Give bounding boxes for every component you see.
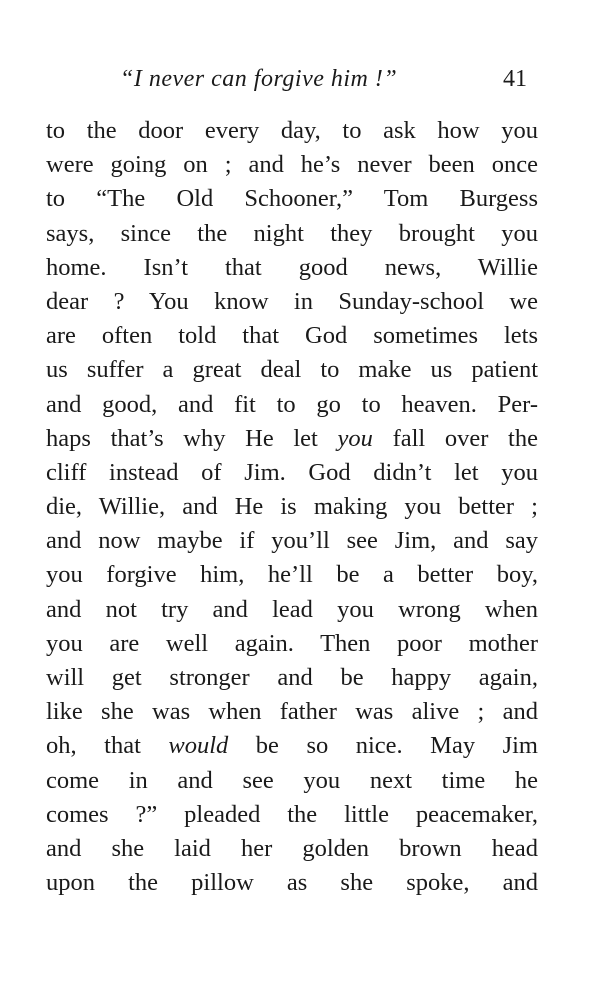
text-segment: are often told that God sometimes lets bbox=[46, 322, 538, 350]
text-segment: like she was when father was alive ; and bbox=[46, 698, 538, 726]
text-segment: fall over the bbox=[372, 424, 538, 452]
text-line bbox=[46, 798, 538, 832]
text-line bbox=[46, 832, 538, 866]
text-segment: were going on ; and he’s never been once bbox=[46, 151, 538, 179]
text-line bbox=[46, 285, 538, 319]
text-segment: haps that’s why He let bbox=[46, 424, 338, 452]
body-text bbox=[46, 114, 538, 900]
text-line bbox=[46, 627, 538, 661]
text-segment: and she laid her golden brown head bbox=[46, 834, 538, 862]
text-line bbox=[46, 558, 538, 592]
text-line bbox=[46, 729, 538, 763]
text-segment: will get stronger and be happy again, bbox=[46, 664, 538, 691]
text-line bbox=[46, 456, 538, 490]
text-segment: you are well again. Then poor mother bbox=[46, 629, 538, 657]
italic-text: would bbox=[168, 732, 229, 760]
running-title: “I never can forgive him !” bbox=[120, 66, 398, 92]
text-segment: us suffer a great deal to make us patient bbox=[46, 356, 538, 384]
text-line bbox=[46, 114, 538, 148]
text-segment: to the door every day, to ask how you bbox=[46, 117, 538, 144]
text-segment: says, since the night they brought you bbox=[46, 219, 538, 247]
text-line bbox=[46, 319, 538, 353]
text-segment: to “The Old Schooner,” Tom Burgess bbox=[46, 185, 538, 213]
text-line bbox=[46, 764, 538, 798]
text-line bbox=[46, 182, 538, 216]
text-line bbox=[46, 695, 538, 729]
text-line bbox=[46, 661, 538, 695]
text-segment: be so nice. May Jim bbox=[228, 732, 538, 760]
text-segment: home. Isn’t that good news, Willie bbox=[46, 253, 538, 281]
text-segment: comes ?” pleaded the little peacemaker, bbox=[46, 800, 538, 828]
text-segment: upon the pillow as she spoke, and bbox=[46, 869, 538, 897]
italic-text: you bbox=[337, 424, 373, 452]
text-line bbox=[46, 353, 538, 387]
text-segment: and good, and fit to go to heaven. Per- bbox=[46, 390, 538, 418]
text-line bbox=[46, 217, 538, 251]
text-line bbox=[46, 866, 538, 900]
text-segment: oh, that bbox=[46, 732, 169, 760]
text-line bbox=[46, 490, 538, 524]
text-segment: come in and see you next time he bbox=[46, 766, 538, 794]
text-line bbox=[46, 148, 538, 182]
text-line bbox=[46, 251, 538, 285]
text-segment: die, Willie, and He is making you better ; bbox=[46, 493, 538, 521]
text-segment: and not try and lead you wrong when bbox=[46, 595, 538, 623]
text-segment: and now maybe if you’ll see Jim, and say bbox=[46, 527, 538, 555]
text-segment: you forgive him, he’ll be a better boy, bbox=[46, 561, 538, 589]
text-segment: dear ? You know in Sunday-school we bbox=[46, 287, 538, 315]
text-line bbox=[46, 388, 538, 422]
text-line bbox=[46, 593, 538, 627]
page-number: 41 bbox=[503, 66, 527, 92]
text-line bbox=[46, 524, 538, 558]
text-segment: cliff instead of Jim. God didn’t let you bbox=[46, 458, 538, 486]
text-line bbox=[46, 422, 538, 456]
running-head bbox=[0, 66, 597, 106]
